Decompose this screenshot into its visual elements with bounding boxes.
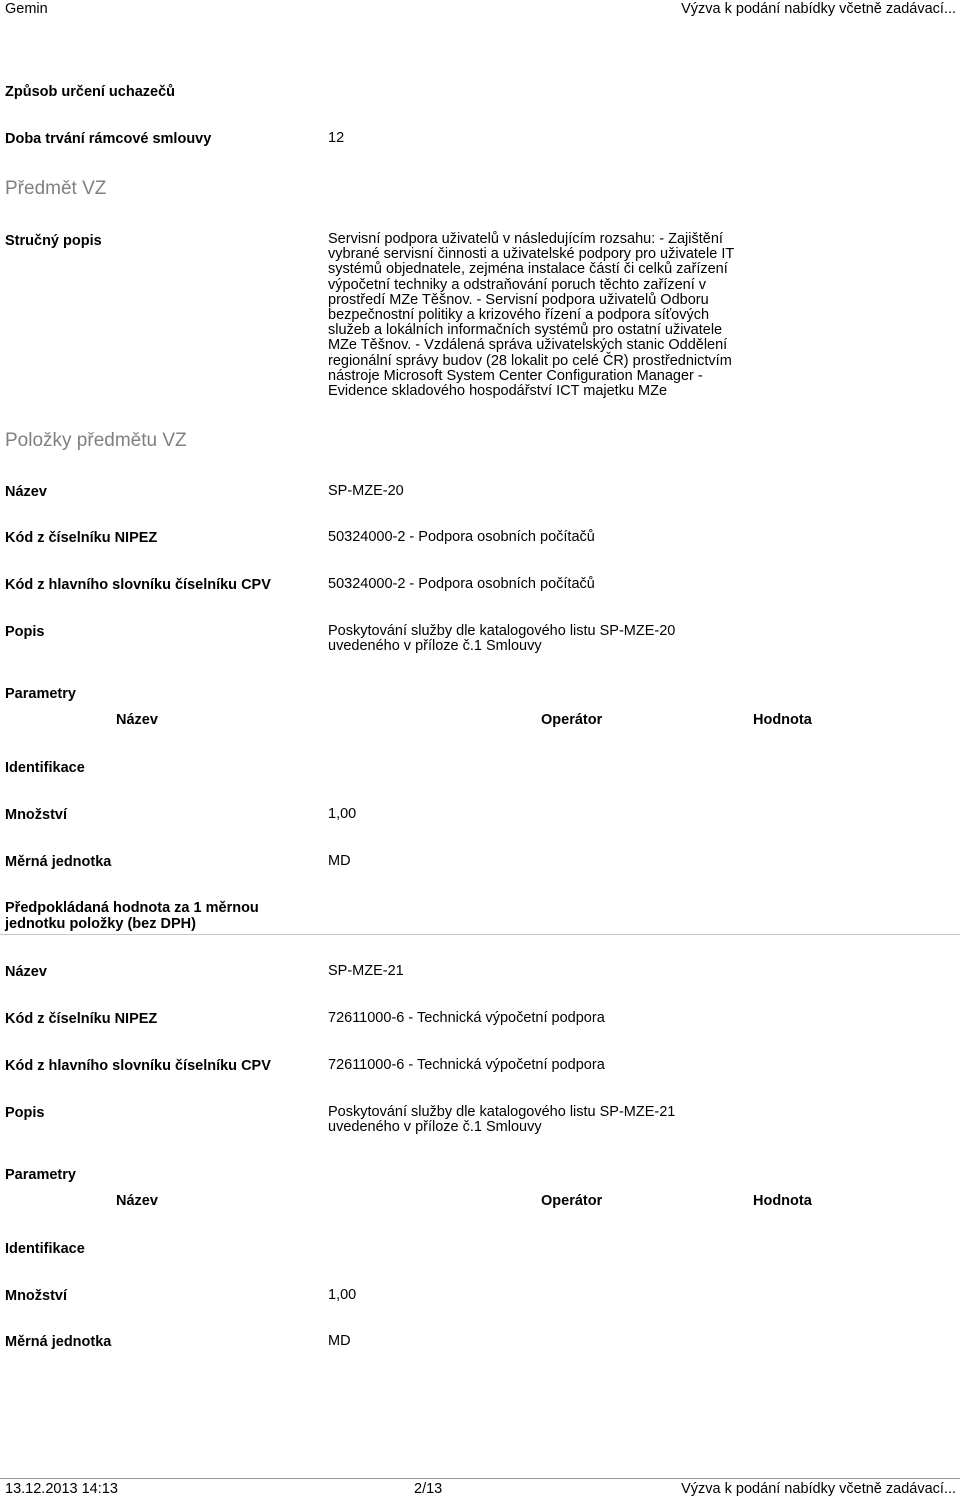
nazev-label: Název <box>5 964 47 980</box>
cpv-value: 72611000-6 - Technická výpočetní podpora <box>328 1057 605 1073</box>
popis-value <box>328 624 758 654</box>
strucny-popis-line: regionální správy budov (28 lokalit po celé ČR) prostřednictvím <box>328 352 732 369</box>
strucny-popis-line: výpočetní techniky a odstraňování poruch těchto zařízení v <box>328 276 707 293</box>
strucny-popis-label: Stručný popis <box>5 233 102 249</box>
merna-jednotka-label: Měrná jednotka <box>5 1334 112 1350</box>
footer-timestamp: 13.12.2013 14:13 <box>5 1481 118 1497</box>
popis-line: uvedeného v příloze č.1 Smlouvy <box>328 1119 542 1136</box>
doba-trvani-value: 12 <box>328 130 345 146</box>
footer-page-number: 2/13 <box>414 1481 443 1497</box>
footer-right-text: Výzva k podání nabídky včetně zadávací... <box>681 1481 956 1497</box>
parametry-col-hodnota: Hodnota <box>753 712 812 728</box>
zpusob-urceni-label: Způsob určení uchazečů <box>5 84 175 100</box>
page-footer <box>0 1478 960 1497</box>
strucny-popis-line: vybrané servisní činnosti a uživatelské podpory pro uživatele IT <box>328 246 735 263</box>
popis-line: Poskytování služby dle katalogového listu SP-MZE-20 <box>328 623 676 639</box>
doba-trvani-label: Doba trvání rámcové smlouvy <box>5 131 212 147</box>
nipez-label: Kód z číselníku NIPEZ <box>5 530 158 546</box>
popis-label: Popis <box>5 1105 45 1121</box>
cpv-value: 50324000-2 - Podpora osobních počítačů <box>328 576 595 592</box>
predpokladana-hodnota-line: Předpokládaná hodnota za 1 měrnou <box>5 900 259 916</box>
parametry-col-nazev: Název <box>116 712 158 728</box>
popis-line: uvedeného v příloze č.1 Smlouvy <box>328 638 542 655</box>
strucny-popis-line: MZe Těšnov. - Vzdálená správa uživatelských stanic Oddělení <box>328 337 728 354</box>
popis-value <box>328 1105 758 1135</box>
predmet-heading: Předmět VZ <box>5 178 107 199</box>
merna-jednotka-value: MD <box>328 1333 351 1349</box>
nipez-value: 72611000-6 - Technická výpočetní podpora <box>328 1010 605 1026</box>
strucny-popis-line: systémů objednatele, zejména instalace částí či celků zařízení <box>328 261 728 278</box>
parametry-col-operator: Operátor <box>541 712 603 728</box>
popis-label: Popis <box>5 624 45 640</box>
parametry-col-operator: Operátor <box>541 1193 603 1209</box>
nazev-label: Název <box>5 484 47 500</box>
polozky-heading: Položky předmětu VZ <box>5 430 187 451</box>
merna-jednotka-value: MD <box>328 853 351 869</box>
page-header <box>0 0 960 20</box>
strucny-popis-line: bezpečnostní politiky a krizového řízení a podpora síťových <box>328 307 710 324</box>
cpv-label: Kód z hlavního slovníku číselníku CPV <box>5 1058 271 1074</box>
identifikace-label: Identifikace <box>5 760 85 776</box>
strucny-popis-line: služeb a lokálních informačních systémů pro ostatní uživatele <box>328 322 723 339</box>
mnozstvi-value: 1,00 <box>328 806 357 822</box>
nazev-value: SP-MZE-21 <box>328 963 404 979</box>
mnozstvi-label: Množství <box>5 1288 68 1304</box>
item-separator <box>0 934 960 935</box>
nipez-label: Kód z číselníku NIPEZ <box>5 1011 158 1027</box>
parametry-label: Parametry <box>5 686 76 702</box>
parametry-col-nazev: Název <box>116 1193 158 1209</box>
strucny-popis-line: Evidence skladového hospodářství ICT majetku MZe <box>328 383 668 400</box>
strucny-popis-line: nástroje Microsoft System Center Configuration Manager - <box>328 367 703 384</box>
popis-line: Poskytování služby dle katalogového listu SP-MZE-21 <box>328 1104 676 1120</box>
mnozstvi-value: 1,00 <box>328 1287 357 1303</box>
nazev-value: SP-MZE-20 <box>328 483 404 499</box>
parametry-col-hodnota: Hodnota <box>753 1193 812 1209</box>
predpokladana-hodnota-line: jednotku položky (bez DPH) <box>5 915 196 932</box>
parametry-label: Parametry <box>5 1167 76 1183</box>
header-right-text: Výzva k podání nabídky včetně zadávací... <box>681 1 956 17</box>
predpokladana-hodnota-label <box>5 901 259 932</box>
nipez-value: 50324000-2 - Podpora osobních počítačů <box>328 529 595 545</box>
cpv-label: Kód z hlavního slovníku číselníku CPV <box>5 577 271 593</box>
mnozstvi-label: Množství <box>5 807 68 823</box>
merna-jednotka-label: Měrná jednotka <box>5 854 112 870</box>
identifikace-label: Identifikace <box>5 1241 85 1257</box>
strucny-popis-line: prostředí MZe Těšnov. - Servisní podpora uživatelů Odboru <box>328 291 709 308</box>
strucny-popis-text <box>328 232 758 399</box>
strucny-popis-line: Servisní podpora uživatelů v následujícím rozsahu: - Zajištění <box>328 231 723 247</box>
header-left-text: Gemin <box>5 1 48 17</box>
